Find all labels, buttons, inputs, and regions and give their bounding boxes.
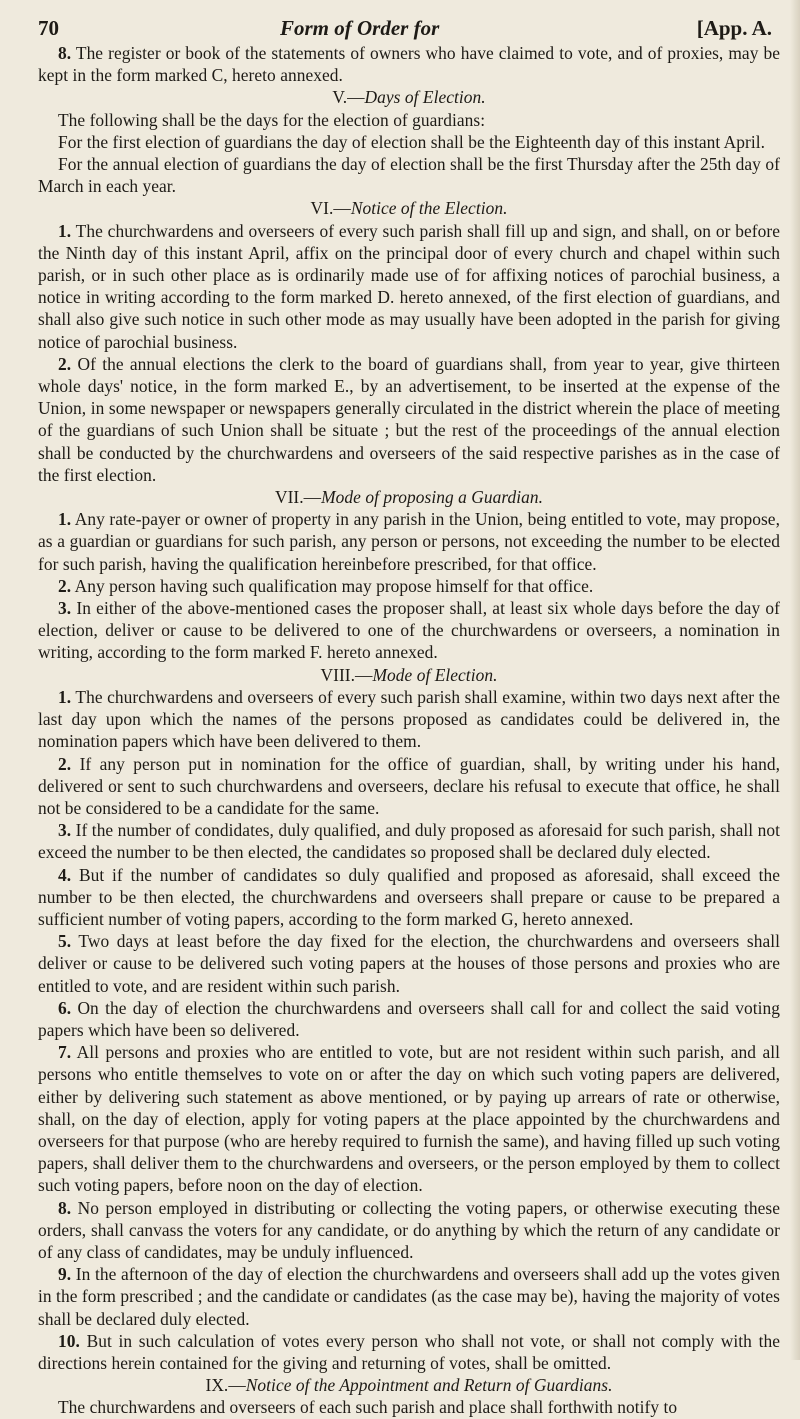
paragraph-text: All persons and proxies who are entitled to vote, but are not resident within such parish, and all persons who entitle themselves to vote on or after the day on which such voting papers are delivered, either by delivering such statement as above mentioned, or by paying up arrears of rate or otherwise, shall, on the day of election, apply for voting papers at the place appointed by the churchwardens and overseers for that purpose (who are hereby required to furnish the same), and having filled up such voting papers, shall deliver them to the churchwardens and overseers, or the person employed by them to collect such voting papers, before noon on the day of election. (38, 1042, 780, 1196)
paragraph-number: 2. (58, 353, 72, 374)
paragraph-text: In either of the above-mentioned cases the proposer shall, at least six whole days before the day of election, deliver or cause to be delivered to one of the churchwardens or overseers, a nomination in writing, according to the form marked F. hereto annexed. (38, 598, 780, 663)
section-heading (38, 664, 780, 686)
paragraph (38, 42, 780, 86)
paragraph-number: 2. (58, 753, 72, 774)
paragraph-text: In the afternoon of the day of election the churchwardens and overseers shall add up the votes given in the form prescribed ; and the candidate or candidates (as the case may be), having the majority of votes shall be declared duly elected. (38, 1264, 780, 1329)
section-heading-number: V.— (332, 87, 365, 108)
paragraph-number: 1. (58, 686, 72, 707)
paragraph (38, 930, 780, 997)
paragraph-number: 3. (58, 820, 72, 841)
paragraph-text: The churchwardens and overseers of every such parish shall fill up and sign, and shall, on or before the Ninth day of this instant April, affix on the principal door of every church and chapel within such parish, or in such other place as is ordinarily made use of for affixing notices of parochial business, a notice in writing according to the form marked D. hereto annexed, of the first election of guardians, and shall also give such notice in such other mode as may usually have been adopted in the parish for giving notice of parochial business. (38, 220, 780, 352)
paragraph-text: Two days at least before the day fixed for the election, the churchwardens and overseers shall deliver or cause to be delivered such voting papers at the houses of those persons and proxies who are entitled to vote, and are resident within such parish. (38, 931, 780, 996)
page-body (38, 42, 780, 1419)
running-title: Form of Order for (280, 16, 440, 40)
paragraph-number: 9. (58, 1264, 72, 1285)
page-number: 70 (38, 16, 59, 40)
paragraph (38, 597, 780, 664)
paragraph-text: Of the annual elections the clerk to the board of guardians shall, from year to year, give thirteen whole days' notice, in the form marked E., by an advertisement, to be inserted at the expense of the Union, in some newspaper or newspapers generally circulated in the district wherein the place of meeting of the guardians of such Union shall be situate ; but the rest of the proceedings of the annual election shall be conducted by the churchwardens and overseers of the said respective parishes as in the case of the first election. (38, 353, 780, 485)
paragraph-number: 8. (58, 1197, 72, 1218)
paragraph (38, 109, 780, 131)
section-heading-number: VI.— (310, 198, 351, 219)
paragraph (38, 753, 780, 820)
paragraph-number: 10. (58, 1330, 80, 1351)
section-heading-title: Mode of proposing a Guardian. (321, 487, 544, 508)
section-heading (38, 86, 780, 108)
paragraph-number: 1. (58, 220, 72, 241)
section-label: [App. A. (696, 16, 772, 40)
paragraph-text: No person employed in distributing or collecting the voting papers, or otherwise executing these orders, shall canvass the voters for any candidate, or do anything by which the return of any candidate or of any class of candidates, may be unduly influenced. (38, 1197, 780, 1262)
paragraph-number: 3. (58, 598, 72, 619)
paragraph-number: 7. (58, 1042, 72, 1063)
paragraph-text: If any person put in nomination for the office of guardian, shall, by writing under his hand, delivered or sent to such churchwardens and overseers, declare his refusal to execute that office, he shall not be considered to be a candidate for the same. (38, 753, 781, 818)
paragraph (38, 1396, 780, 1418)
paragraph (38, 1263, 780, 1330)
paragraph-text: Any rate-payer or owner of property in any parish in the Union, being entitled to vote, may propose, as a guardian or guardians for such parish, any person or persons, not exceeding the number to be elected for such parish, having the qualification hereinbefore prescribed, for that office. (38, 509, 780, 574)
paragraph-text: For the first election of guardians the day of election shall be the Eighteenth day of this instant April. (58, 131, 766, 152)
paragraph (38, 819, 780, 863)
section-heading (38, 1374, 780, 1396)
paragraph (38, 1330, 780, 1374)
section-heading (38, 486, 780, 508)
paragraph-text: But if the number of candidates so duly qualified and proposed as aforesaid, shall exceed the number to be then elected, the churchwardens and overseers shall prepare or cause to be prepared a sufficient number of voting papers, according to the form marked G, hereto annexed. (38, 864, 780, 929)
paragraph-number: 2. (58, 575, 72, 596)
paragraph-text: Any person having such qualification may propose himself for that office. (74, 575, 594, 596)
section-heading-title: Days of Election. (364, 87, 486, 108)
paragraph-number: 4. (58, 864, 72, 885)
paragraph (38, 1041, 780, 1196)
section-heading-number: IX.— (205, 1375, 246, 1396)
paragraph-text: The register or book of the statements of owners who have claimed to vote, and of proxies, may be kept in the form marked C, hereto annexed. (38, 43, 780, 86)
paragraph (38, 997, 780, 1041)
section-heading-number: VII.— (274, 487, 322, 508)
paragraph-number: 1. (58, 509, 72, 530)
paragraph (38, 864, 780, 931)
section-heading-title: Mode of Election. (372, 664, 498, 685)
paragraph (38, 153, 780, 197)
paragraph-text: The following shall be the days for the election of guardians: (58, 109, 486, 130)
paragraph-text: On the day of election the churchwardens and overseers shall call for and collect the said voting papers which have been so delivered. (38, 997, 780, 1040)
paragraph (38, 686, 780, 753)
paragraph-text: The churchwardens and overseers of every such parish shall examine, within two days next after the last day upon which the names of the persons proposed as candidates could be delivered in, the nomination papers which have been delivered to them. (38, 686, 780, 752)
paragraph-text: But in such calculation of votes every person who shall not vote, or shall not comply with the directions herein contained for the giving and returning of votes, shall be omitted. (38, 1330, 780, 1373)
paragraph (38, 575, 780, 597)
paragraph (38, 353, 780, 486)
paragraph (38, 1197, 780, 1264)
section-heading-title: Notice of the Appointment and Return of Guardians. (245, 1375, 613, 1396)
paragraph-text: If the number of condidates, duly qualified, and duly proposed as aforesaid for such parish, shall not exceed the number to be then elected, the candidates so proposed shall be declared duly elected. (38, 820, 780, 863)
paragraph (38, 220, 780, 353)
paragraph-text: The churchwardens and overseers of each such parish and place shall forthwith notify to (58, 1397, 678, 1418)
paragraph (38, 131, 780, 153)
page-edge-shadow (790, 0, 800, 1360)
section-heading-title: Notice of the Election. (350, 198, 508, 219)
section-heading-number: VIII.— (320, 664, 373, 685)
paragraph (38, 508, 780, 575)
paragraph-number: 5. (58, 931, 72, 952)
paragraph-number: 6. (58, 997, 72, 1018)
paragraph-text: For the annual election of guardians the day of election shall be the first Thursday after the 25th day of March in each year. (38, 154, 780, 197)
paragraph-number: 8. (58, 43, 72, 63)
page-header (38, 14, 780, 42)
section-heading (38, 197, 780, 219)
